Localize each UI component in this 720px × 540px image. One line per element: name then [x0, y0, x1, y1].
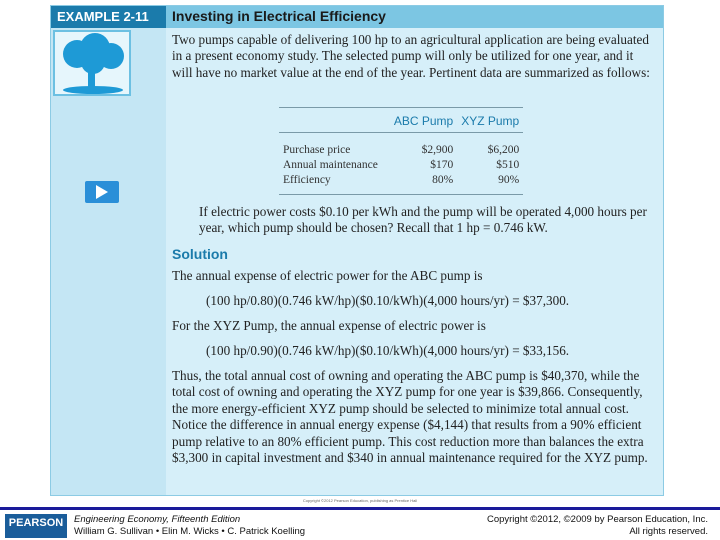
equation-abc: (100 hp/0.80)(0.746 kW/hp)($0.10/kWh)(4,000 hours/yr) = $37,300. — [206, 293, 570, 308]
solution-p3: Thus, the total annual cost of owning and operating the ABC pump is $40,370, while the total cost of owning and operating the XYZ pump for one year is $39,866. Consequently, the more energy-efficient XYZ pump should be selected to minimize total annual cost. Notice the difference in annual energy expense ($4,144) that results from a 90% efficient pump relative to an 80% efficient pump. This cost reduction more than balances the extra $3,300 in capital investment and $340 in annual maintenance required for the XYZ pump. — [172, 368, 648, 466]
example-label: EXAMPLE 2-11 — [51, 6, 166, 28]
equation-xyz: (100 hp/0.90)(0.746 kW/hp)($0.10/kWh)(4,000 hours/yr) = $33,156. — [206, 343, 570, 358]
footer-copyright — [487, 514, 708, 538]
col-abc: ABC Pump — [390, 108, 457, 133]
left-column — [51, 28, 166, 495]
footer-book-info — [74, 514, 305, 538]
table-row: Purchase price $2,900 $6,200 — [283, 144, 520, 156]
question-text: If electric power costs $0.10 per kWh and the pump will be operated 4,000 hours per year, which pump should be chosen? Recall that 1 hp = 0.746 kW. — [199, 204, 647, 236]
book-authors: William G. Sullivan • Elin M. Wicks • C. Patrick Koelling — [74, 526, 306, 537]
play-icon — [96, 185, 108, 199]
table-row: Efficiency 80% 90% — [283, 174, 520, 186]
solution-heading: Solution — [172, 246, 228, 262]
pearson-logo: PEARSON — [5, 514, 67, 538]
col-xyz: XYZ Pump — [457, 108, 523, 133]
pump-data-table — [279, 107, 523, 195]
intro-text: Two pumps capable of delivering 100 hp to an agricultural application are being evaluated in a present economy study. The selected pump will only be utilized for one year, and it will have no market value at the end of the year. Pertinent data are summarized as follows: — [172, 32, 650, 80]
copyright-text: Copyright ©2012, ©2009 by Pearson Education, Inc. — [486, 514, 708, 525]
book-title: Engineering Economy, Fifteenth Edition — [74, 514, 241, 525]
example-panel — [50, 5, 664, 496]
example-title: Investing in Electrical Efficiency — [166, 6, 663, 28]
play-button[interactable] — [85, 181, 119, 203]
tree-icon — [53, 30, 131, 96]
footer-divider — [0, 507, 720, 510]
solution-p1: The annual expense of electric power for the ABC pump is — [172, 268, 483, 283]
panel-copyright: Copyright ©2012 Pearson Education, publishing as Prentice Hall — [302, 498, 418, 503]
table-row: Annual maintenance $170 $510 — [283, 159, 520, 171]
solution-p2: For the XYZ Pump, the annual expense of electric power is — [172, 318, 486, 333]
rights-text: All rights reserved. — [629, 526, 708, 537]
